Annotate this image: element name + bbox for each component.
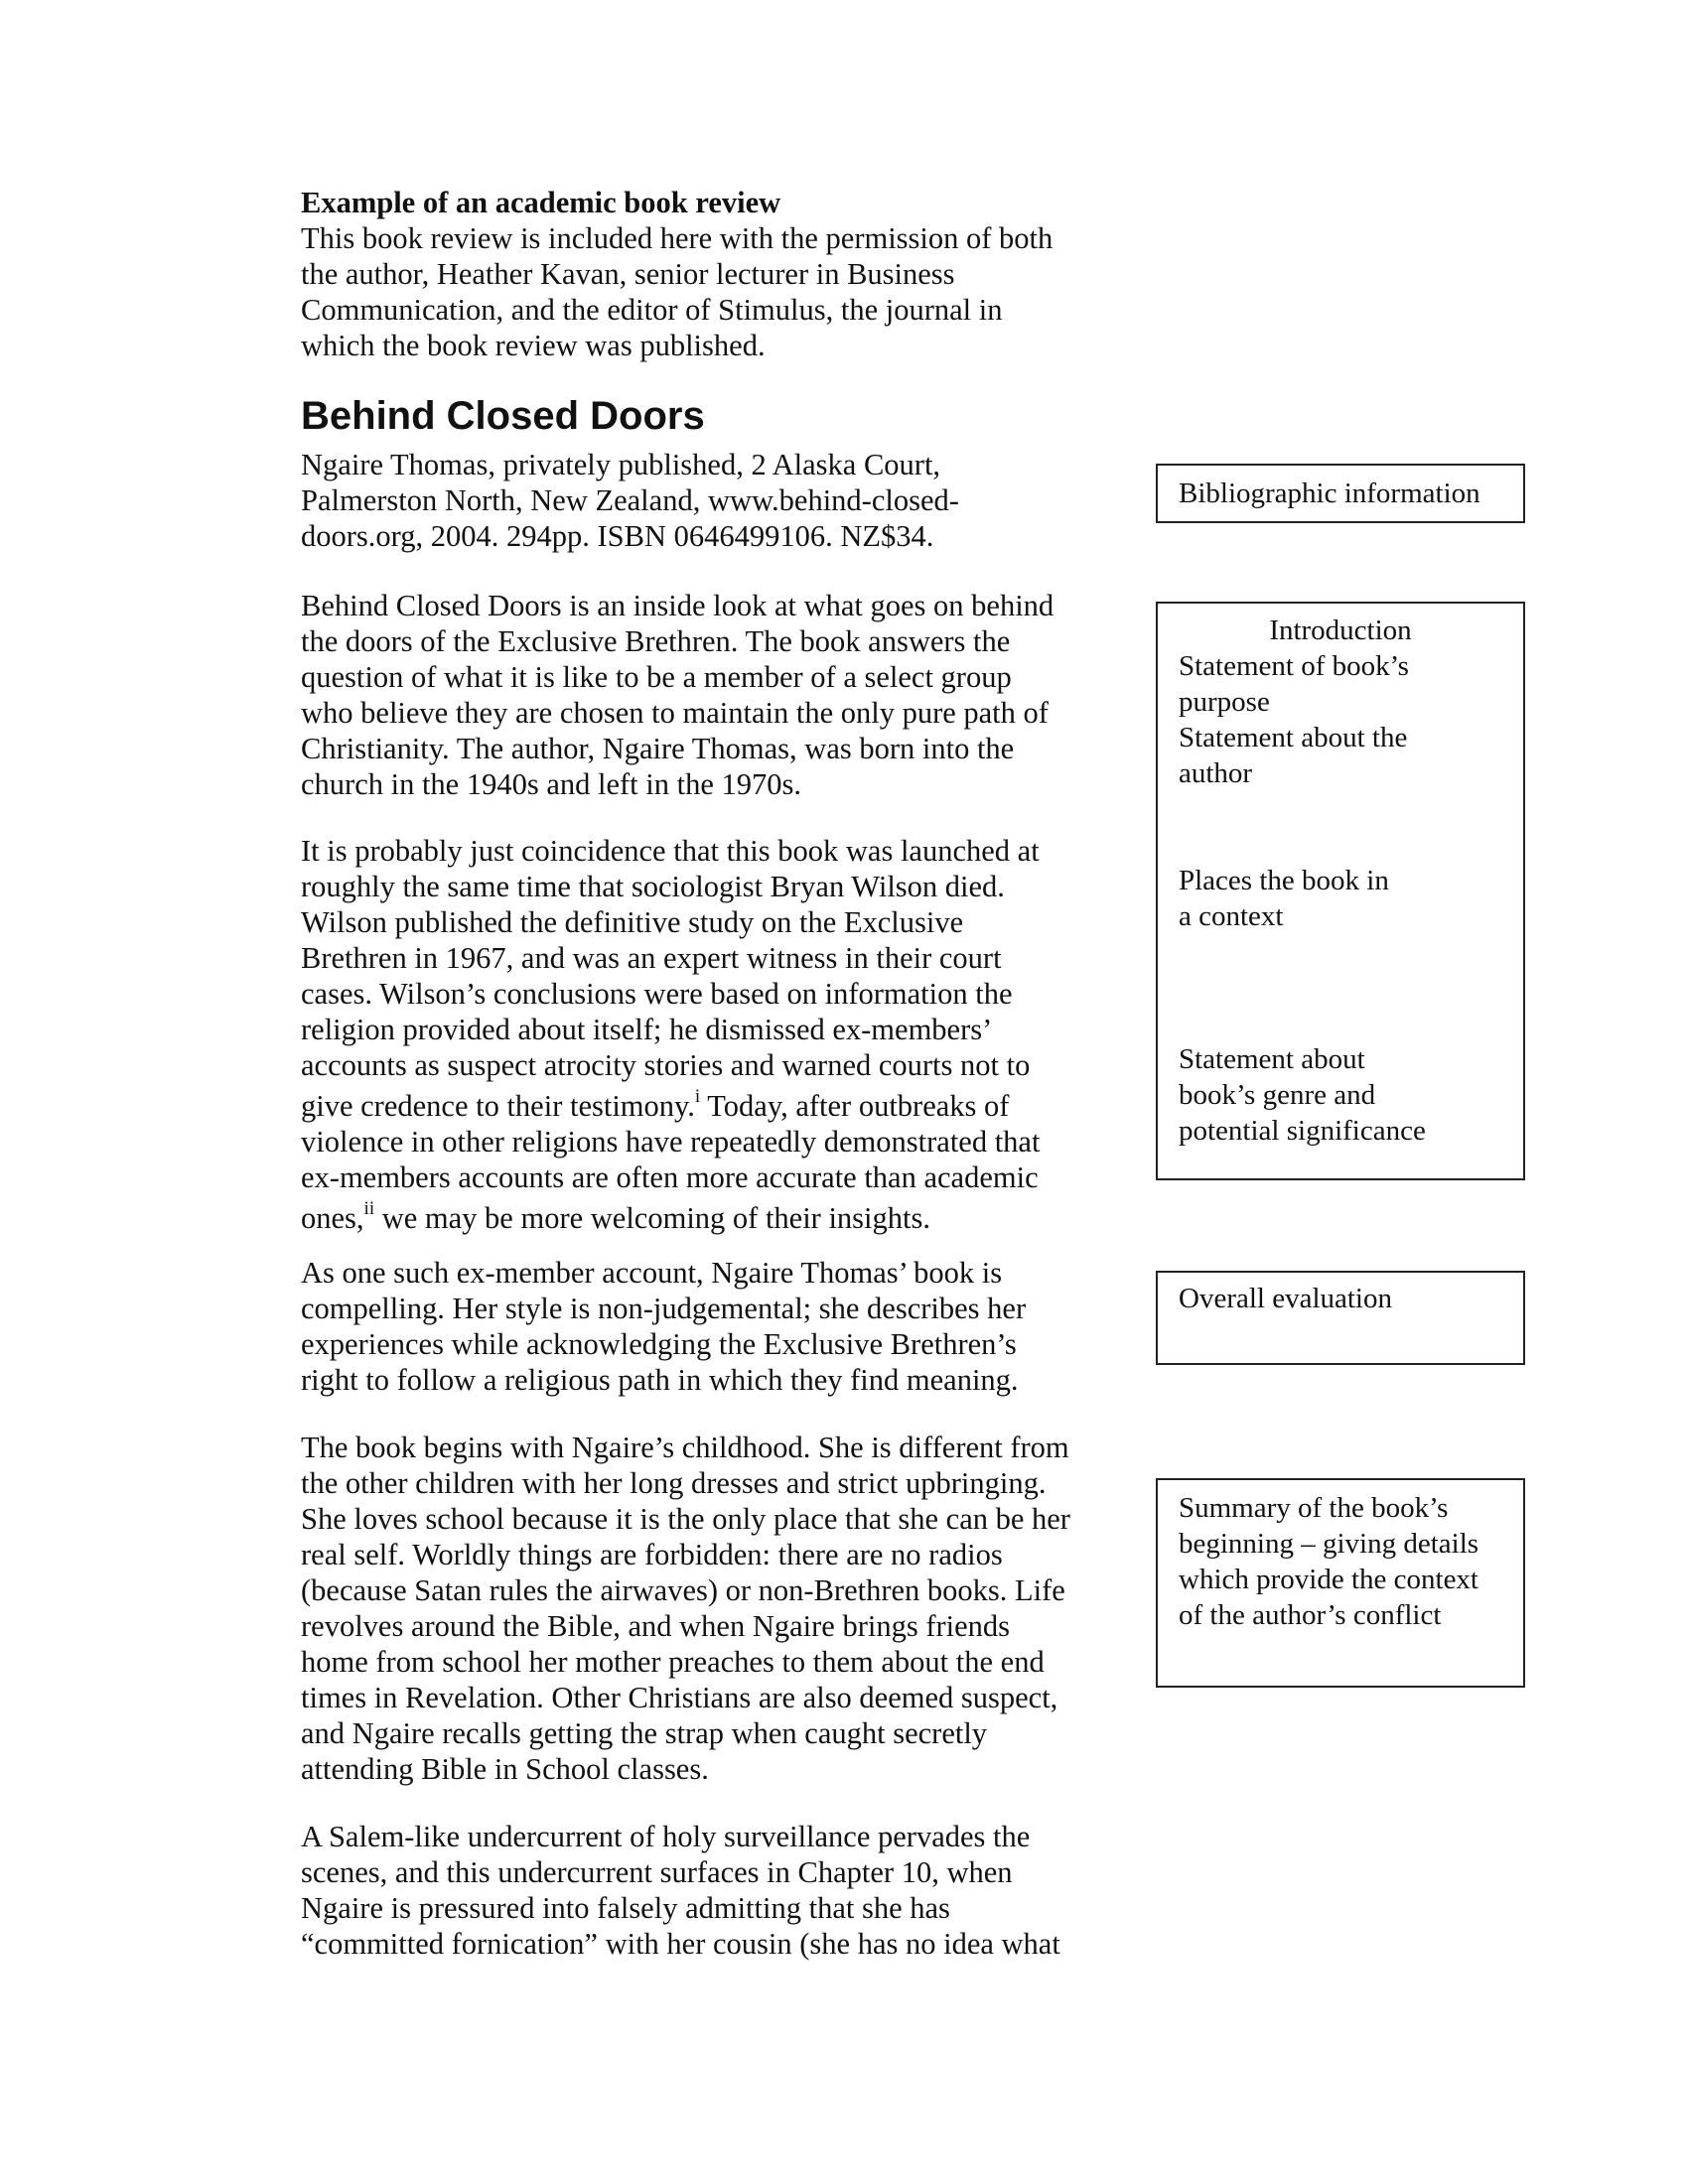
line-text: As one such ex-member account, Ngaire Thomas’ book is xyxy=(301,1256,1003,1290)
text-line: Ngaire Thomas, privately published, 2 Alaska Court, xyxy=(301,448,941,481)
text-line: author xyxy=(1179,757,1253,789)
text-line: doors.org, 2004. 294pp. ISBN 0646499106. NZ$34. xyxy=(301,519,934,553)
text-line: which the book review was published. xyxy=(301,329,766,362)
text-line xyxy=(301,1124,1125,1160)
text-line xyxy=(301,1751,1125,1787)
line-text: religion provided about itself; he dismissed ex-members’ xyxy=(301,1013,993,1046)
line-text: times in Revelation. Other Christians are also deemed suspect, xyxy=(301,1681,1058,1714)
line-text: ones, xyxy=(301,1201,364,1235)
line-text: The book begins with Ngaire’s childhood. She is different from xyxy=(301,1431,1069,1464)
line-text: cases. Wilson’s conclusions were based on information the xyxy=(301,977,1013,1011)
line-text: question of what it is like to be a member of a select group xyxy=(301,660,1012,694)
line-text: the other children with her long dresses and strict upbringing. xyxy=(301,1466,1047,1500)
annotation-text xyxy=(1179,648,1523,791)
line-text: (because Satan rules the airwaves) or non-Brethren books. Life xyxy=(301,1573,1065,1607)
footnote-marker: i xyxy=(694,1086,701,1107)
line-text: and Ngaire recalls getting the strap when caught secretly xyxy=(301,1716,988,1750)
line-text: Brethren in 1967, and was an expert witness in their court xyxy=(301,941,1002,975)
line-text: accounts as suspect atrocity stories and warned courts not to xyxy=(301,1048,1031,1082)
text-line: a context xyxy=(1179,900,1284,932)
line-text: It is probably just coincidence that this book was launched at xyxy=(301,834,1040,868)
text-line xyxy=(301,623,1125,659)
text-line xyxy=(301,766,1125,802)
text-line xyxy=(301,1926,1125,1962)
line-text: the doors of the Exclusive Brethren. The book answers the xyxy=(301,624,1011,658)
line-text: Today, after outbreaks of xyxy=(700,1089,1010,1123)
text-line: Communication, and the editor of Stimulus, the journal in xyxy=(301,293,1003,327)
text-line xyxy=(301,1255,1125,1291)
text-line xyxy=(301,976,1125,1012)
text-line: Statement about the xyxy=(1179,722,1408,753)
text-line xyxy=(301,1572,1125,1608)
annotation-heading: Introduction xyxy=(1269,614,1412,646)
text-line xyxy=(301,1047,1125,1083)
text-line xyxy=(301,1644,1125,1680)
paragraph-4 xyxy=(301,1430,1125,1787)
line-text: Wilson published the definitive study on the Exclusive xyxy=(301,905,964,939)
annotation-summary xyxy=(1156,1478,1525,1688)
text-line xyxy=(301,904,1125,940)
line-text: real self. Worldly things are forbidden: there are no radios xyxy=(301,1538,1003,1571)
text-line: the author, Heather Kavan, senior lecturer in Business xyxy=(301,257,955,291)
line-text: who believe they are chosen to maintain the only pure path of xyxy=(301,696,1049,730)
line-text: experiences while acknowledging the Exclusive Brethren’s xyxy=(301,1327,1017,1361)
paragraph-5 xyxy=(301,1819,1125,1962)
annotation-genre xyxy=(1179,1041,1523,1149)
line-text: we may be more welcoming of their insights. xyxy=(374,1201,930,1235)
intro-section xyxy=(301,185,1125,363)
line-text: revolves around the Bible, and when Ngaire brings friends xyxy=(301,1609,1011,1643)
text-line xyxy=(301,869,1125,904)
text-line xyxy=(301,1195,1125,1236)
line-text: Behind Closed Doors is an inside look at what goes on behind xyxy=(301,589,1055,622)
text-line xyxy=(301,1083,1125,1124)
text-line xyxy=(301,1160,1125,1195)
text-line: potential significance xyxy=(1179,1115,1426,1147)
line-text: church in the 1940s and left in the 1970s. xyxy=(301,767,801,801)
annotation-bibliographic xyxy=(1156,464,1525,523)
text-line xyxy=(301,1362,1125,1398)
annotation-introduction xyxy=(1156,602,1525,1180)
line-text: scenes, and this undercurrent surfaces in Chapter 10, when xyxy=(301,1855,1013,1889)
line-text: She loves school because it is the only place that she can be her xyxy=(301,1502,1070,1536)
text-line: Overall evaluation xyxy=(1179,1283,1392,1314)
text-line: This book review is included here with the permission of both xyxy=(301,221,1054,255)
footnote-marker: ii xyxy=(363,1198,375,1219)
line-text: roughly the same time that sociologist Bryan Wilson died. xyxy=(301,870,1005,903)
annotation-context xyxy=(1179,863,1523,934)
paragraph-2 xyxy=(301,833,1125,1236)
text-line xyxy=(301,833,1125,869)
text-line xyxy=(301,1608,1125,1644)
annotation-text xyxy=(1179,1490,1523,1633)
text-line xyxy=(301,731,1125,766)
line-text: home from school her mother preaches to them about the end xyxy=(301,1645,1045,1679)
annotation-text xyxy=(1179,476,1523,511)
text-line xyxy=(301,1326,1125,1362)
line-text: ex-members accounts are often more accurate than academic xyxy=(301,1160,1039,1194)
text-line xyxy=(301,1890,1125,1926)
annotation-text xyxy=(1179,1281,1523,1316)
text-line xyxy=(301,588,1125,623)
text-line xyxy=(301,659,1125,695)
text-line xyxy=(301,1012,1125,1047)
line-text: compelling. Her style is non-judgemental; she describes her xyxy=(301,1292,1027,1325)
text-line: of the author’s conflict xyxy=(1179,1599,1442,1631)
text-line xyxy=(301,1465,1125,1501)
text-line xyxy=(301,1501,1125,1537)
text-line xyxy=(301,1680,1125,1715)
text-line: Palmerston North, New Zealand, www.behind-closed- xyxy=(301,483,959,517)
text-line: Bibliographic information xyxy=(1179,478,1480,509)
text-line: beginning – giving details xyxy=(1179,1528,1479,1560)
line-text: attending Bible in School classes. xyxy=(301,1752,709,1786)
line-text: Ngaire is pressured into falsely admitting that she has xyxy=(301,1891,950,1925)
line-text: give credence to their testimony. xyxy=(301,1089,695,1123)
annotation-evaluation xyxy=(1156,1271,1525,1365)
intro-heading: Example of an academic book review xyxy=(301,186,781,219)
paragraph-3 xyxy=(301,1255,1125,1398)
text-line: Summary of the book’s xyxy=(1179,1492,1449,1524)
text-line xyxy=(301,1819,1125,1854)
text-line xyxy=(301,695,1125,731)
bibliography xyxy=(301,447,1125,554)
text-line xyxy=(301,1715,1125,1751)
review-title: Behind Closed Doors xyxy=(301,394,705,438)
text-line xyxy=(301,1291,1125,1326)
line-text: A Salem-like undercurrent of holy surveillance pervades the xyxy=(301,1820,1031,1853)
text-line xyxy=(301,940,1125,976)
text-line: Statement of book’s xyxy=(1179,650,1409,682)
text-line: purpose xyxy=(1179,686,1270,718)
text-line xyxy=(301,1430,1125,1465)
text-line: which provide the context xyxy=(1179,1564,1478,1595)
line-text: “committed fornication” with her cousin (she has no idea what xyxy=(301,1927,1060,1961)
text-line: Statement about xyxy=(1179,1043,1365,1075)
text-line xyxy=(301,1854,1125,1890)
paragraph-1 xyxy=(301,588,1125,802)
line-text: violence in other religions have repeatedly demonstrated that xyxy=(301,1125,1041,1159)
text-line: Places the book in xyxy=(1179,865,1389,896)
text-line: book’s genre and xyxy=(1179,1079,1376,1111)
line-text: Christianity. The author, Ngaire Thomas, was born into the xyxy=(301,732,1015,765)
intro-text xyxy=(301,220,1125,363)
line-text: right to follow a religious path in which they find meaning. xyxy=(301,1363,1019,1397)
text-line xyxy=(301,1537,1125,1572)
